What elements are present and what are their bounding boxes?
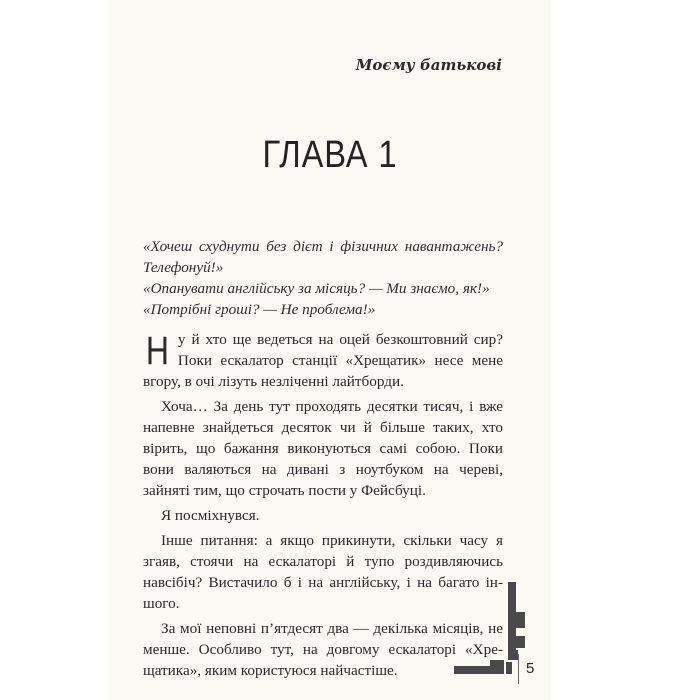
epigraph-line: «Потрібні гроші? — Не проблема!» [143, 301, 376, 318]
page-number: 5 [526, 660, 535, 677]
decorative-footer-bar [490, 660, 504, 666]
decorative-footer-bar [506, 662, 512, 674]
epigraph-line: «Опанувати англійську за місяць? — Ми знаємо, як!» [143, 280, 490, 297]
drop-cap: Н [145, 329, 170, 373]
epigraph-line: «Хочеш схуднути без дієт і фізичних навантажень? Телефонуй!» [143, 238, 503, 276]
epigraph [143, 236, 503, 320]
paragraph: Інше питання: а якщо прикинути, скільки часу я згаяв, стоячи на ескалаторі й тупо роздивляючись навсібіч? Вистачило б і на англійську, і на багато іншого. [143, 532, 503, 612]
dedication: Моєму батькові [355, 56, 502, 74]
paragraph: За мої неповні п’ятдесят два — декілька місяців, не менше. Особливо тут, на довгому ескалаторі «Хрещатика», яким користуюся найчастіше. [143, 620, 503, 679]
paragraph: Я посміхнувся. [161, 507, 260, 524]
paragraph-text: у й хто ще ведеться на оцей безкоштовний сир? Поки ескалатор станції «Хрещатик» несе мене вгору, в очі лізуть незліченні лайтборди. [143, 331, 503, 390]
decorative-pixel-block [516, 612, 525, 628]
chapter-title: ГЛАВА 1 [262, 134, 398, 176]
body-text [143, 329, 503, 685]
decorative-pixel-block [508, 582, 516, 650]
paragraph: Хоча… За день тут проходять десятки тисяч, і вже напевне знайдеться десяток чи й більше таких, хто вірить, що бажання виконуються самі собою. Поки вони валяються на дивані з ноутбуком на череві, зайняті тим, що строчать пости у Фейсбуці. [143, 398, 503, 499]
paragraph [143, 329, 503, 392]
book-page [110, 0, 550, 700]
page-number-divider [518, 654, 519, 684]
decorative-footer-bar [454, 666, 504, 674]
decorative-pixel-block [516, 636, 525, 648]
decorative-pixel-block [508, 650, 518, 660]
